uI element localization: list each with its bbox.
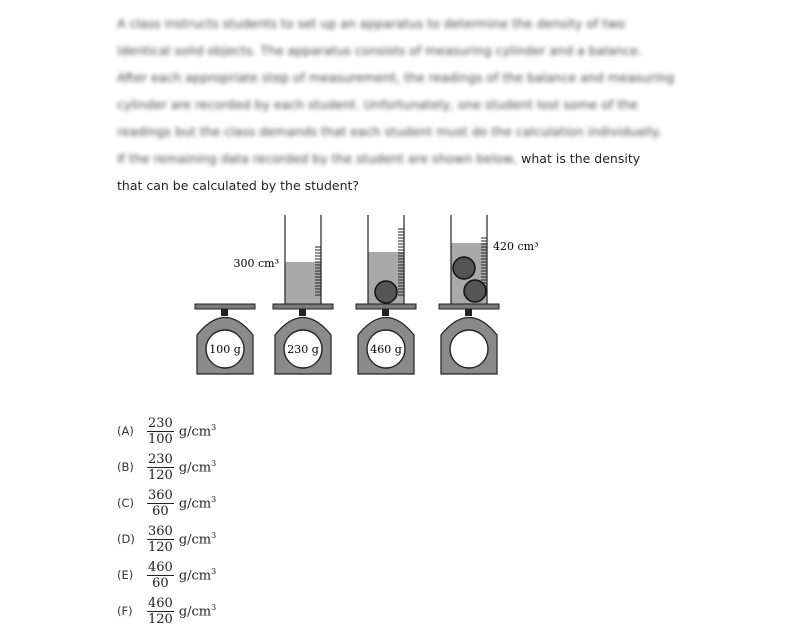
unit-text: g/cm (178, 532, 212, 548)
unit-exponent: 3 (211, 422, 217, 432)
unit-exponent: 3 (211, 530, 217, 540)
unit-text: g/cm (178, 604, 212, 620)
fraction (147, 525, 174, 554)
unit-text: g/cm (178, 496, 212, 512)
unit (179, 531, 216, 547)
unit-exponent: 3 (211, 494, 217, 504)
choice-a[interactable] (117, 413, 216, 449)
denominator: 60 (152, 575, 169, 591)
choice-d[interactable] (117, 521, 216, 557)
fraction (147, 597, 174, 626)
denominator: 120 (148, 611, 173, 627)
balance-3 (356, 215, 416, 374)
solid-object (464, 280, 486, 302)
unit (179, 423, 216, 439)
fraction (147, 453, 174, 482)
unit-exponent: 3 (211, 458, 217, 468)
solid-object (375, 281, 397, 303)
question-line: A class instructs students to set up an apparatus to determine the density of two (117, 16, 626, 31)
unit (179, 495, 216, 511)
balance-1 (195, 304, 255, 374)
fraction (147, 489, 174, 518)
question-line-clear: what is the density (517, 151, 641, 166)
choice-letter: (D) (117, 532, 135, 546)
question-line: that can be calculated by the student? (117, 178, 360, 193)
unit-exponent: 3 (211, 566, 217, 576)
question-text (117, 10, 675, 199)
choice-letter: (A) (117, 424, 134, 438)
denominator: 60 (152, 503, 169, 519)
balance-reading: 100 g (209, 343, 241, 356)
question-line: After each appropriate step of measurement, the readings of the balance and measuring (117, 70, 675, 85)
numerator: 230 (148, 415, 173, 431)
choice-b[interactable] (117, 449, 216, 485)
unit (179, 459, 216, 475)
solid-object (453, 257, 475, 279)
choice-letter: (E) (117, 568, 134, 582)
numerator: 460 (148, 559, 173, 575)
balance-reading: 460 g (370, 343, 402, 356)
choice-letter: (B) (117, 460, 134, 474)
unit (179, 567, 216, 583)
question-line: cylinder are recorded by each student. Unfortunately, one student lost some of the (117, 97, 638, 112)
question-line: identical solid objects. The apparatus consists of measuring cylinder and a balance. (117, 43, 642, 58)
unit-text: g/cm (178, 460, 212, 476)
balance-4 (439, 215, 539, 374)
volume-label: 300 cm³ (233, 257, 279, 270)
numerator: 360 (148, 487, 173, 503)
choice-c[interactable] (117, 485, 216, 521)
numerator: 460 (148, 595, 173, 611)
choice-e[interactable] (117, 557, 216, 593)
question-line: readings but the class demands that each student must do the calculation individually. (117, 124, 662, 139)
fraction (147, 561, 174, 590)
denominator: 100 (148, 431, 173, 447)
question-line (117, 145, 641, 172)
unit-text: g/cm (178, 568, 212, 584)
balance-reading: 230 g (287, 343, 319, 356)
fraction (147, 417, 174, 446)
answer-choices (117, 413, 216, 629)
unit (179, 603, 216, 619)
choice-letter: (C) (117, 496, 135, 510)
denominator: 120 (148, 467, 173, 483)
volume-label: 420 cm³ (493, 240, 539, 253)
numerator: 360 (148, 523, 173, 539)
denominator: 120 (148, 539, 173, 555)
numerator: 230 (148, 451, 173, 467)
apparatus-figure (185, 205, 565, 390)
unit-text: g/cm (178, 424, 212, 440)
unit-exponent: 3 (211, 602, 217, 612)
question-line-blurred: If the remaining data recorded by the student are shown below, (117, 151, 518, 166)
choice-f[interactable] (117, 593, 216, 629)
choice-letter: (F) (117, 604, 133, 618)
